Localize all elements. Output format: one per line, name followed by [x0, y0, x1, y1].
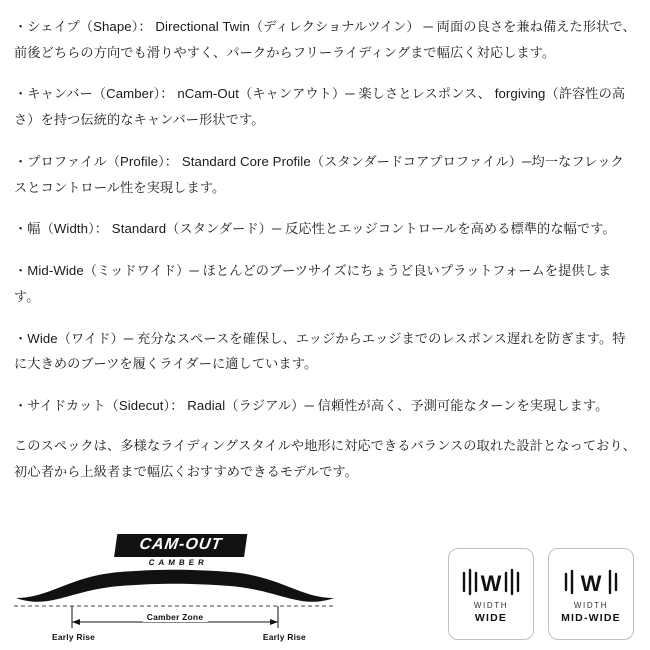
- width-card-mid-wide-caption: WIDTH: [573, 600, 609, 610]
- width-card-group: [448, 548, 634, 644]
- width-card-mid-wide: [548, 548, 634, 640]
- camout-title: CAM-OUT: [114, 534, 247, 557]
- spec-item-mid-wide: ・Mid-Wide（ミッドワイド）─ ほとんどのブーツサイズにちょうど良いプラットフォームを提供します。: [14, 263, 612, 304]
- width-card-wide-value: WIDE: [474, 611, 508, 624]
- graphics-row: [0, 524, 650, 644]
- spec-list: [14, 14, 636, 419]
- svg-text:W: W: [480, 570, 502, 596]
- camout-subtitle: CAMBER: [148, 558, 209, 567]
- early-rise-right-label: Early Rise: [262, 632, 306, 642]
- spec-item-width: ・幅（Width）： Standard（スタンダード）─ 反応性とエッジコントロールを高める標準的な幅です。: [14, 221, 616, 237]
- width-card-wide: [448, 548, 534, 640]
- spec-item-sidecut: ・サイドカット（Sidecut）： Radial（ラジアル）─ 信頼性が高く、予測可能なターンを実現します。: [14, 398, 609, 414]
- camber-profile-figure: [10, 532, 340, 644]
- spec-item-camber: ・キャンバー（Camber）： nCam-Out（キャンアウト）─ 楽しさとレスポンス、 forgiving（許容性の高さ）を持つ伝統的なキャンバー形状です。: [14, 86, 626, 128]
- spec-item-profile: ・プロファイル（Profile）： Standard Core Profile（スタンダードコアプロファイル）─均一なフレックスとコントロール性を実現します。: [14, 153, 624, 195]
- svg-text:W: W: [580, 570, 602, 596]
- summary-paragraph: このスペックは、多様なライディングスタイルや地形に対応できるバランスの取れた設計となっており、初心者から上級者まで幅広くおすすめできるモデルです。: [14, 437, 636, 479]
- camout-badge: [113, 534, 248, 567]
- width-mid-wide-icon: [560, 565, 622, 599]
- width-card-mid-wide-value: MID-WIDE: [561, 611, 621, 624]
- width-wide-icon: [460, 565, 522, 599]
- width-card-wide-caption: WIDTH: [473, 600, 509, 610]
- camber-zone-label: Camber Zone: [143, 612, 208, 622]
- spec-item-shape: ・シェイプ（Shape）： Directional Twin（ディレクショナルツイン） ─ 両面の良さを兼ね備えた形状で、前後どちらの方向でも滑りやすく、パークからフリーライディングまで幅広く対応します。: [14, 19, 636, 60]
- spec-item-wide: ・Wide（ワイド）─ 充分なスペースを確保し、エッジからエッジまでのレスポンス遅れを防ぎます。特に大きめのブーツを履くライダーに適しています。: [14, 330, 626, 372]
- early-rise-left-label: Early Rise: [52, 632, 96, 642]
